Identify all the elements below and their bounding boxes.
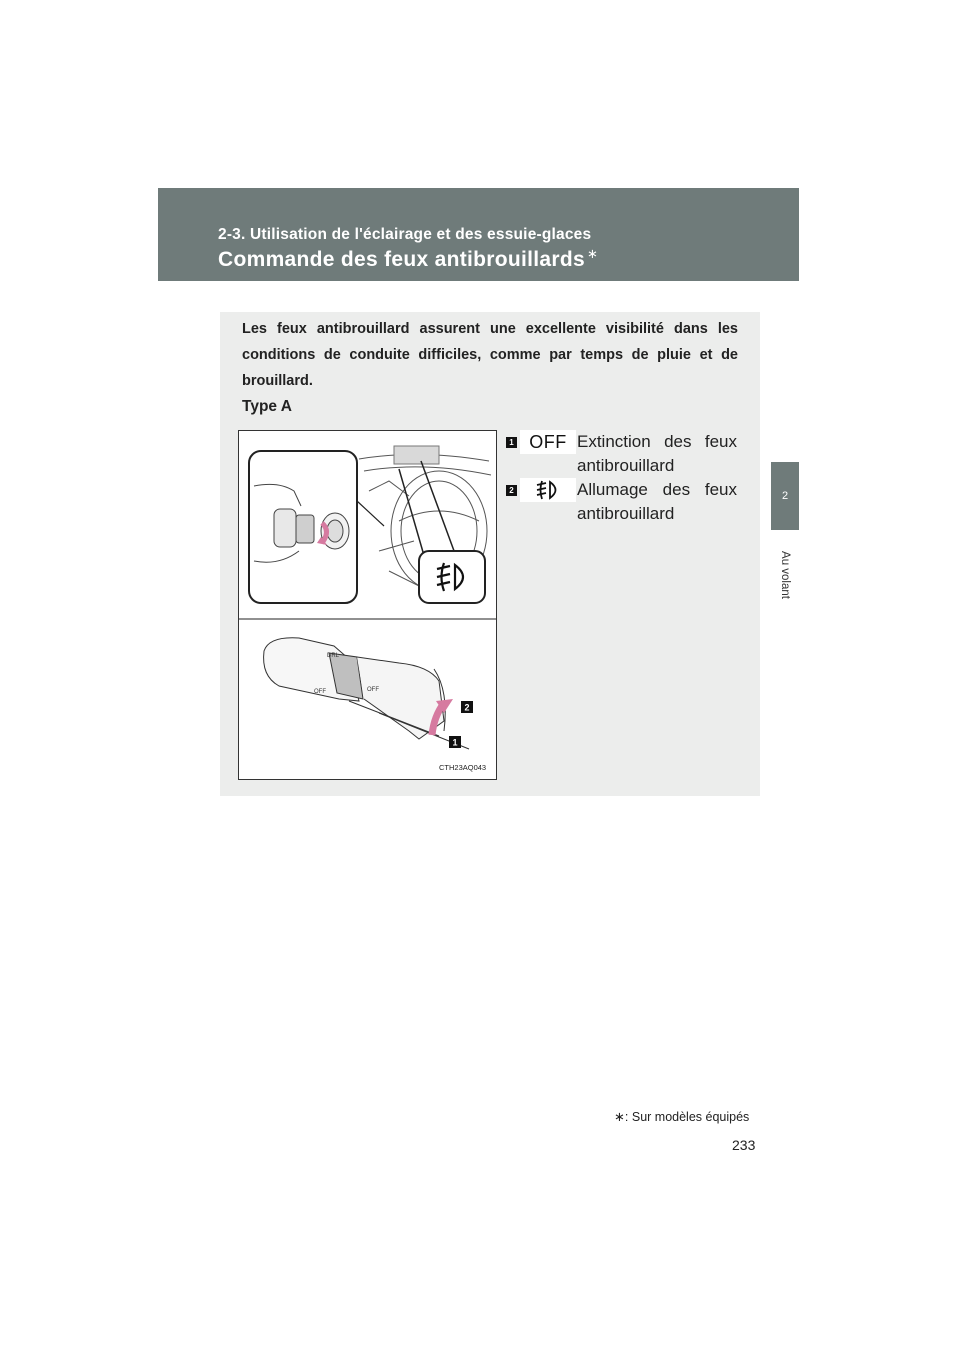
fog-light-icon-svg — [535, 479, 561, 501]
content-panel — [220, 312, 760, 796]
figure-code: CTH23AQ043 — [439, 763, 487, 772]
legend-description — [577, 430, 737, 478]
svg-text:OFF: OFF — [314, 689, 326, 695]
legend-line-1: Allumage des feux — [577, 480, 737, 499]
legend-line-2: antibrouillard — [577, 456, 675, 475]
intro-paragraph: Les feux antibrouillard assurent une excellente visibilité dans les conditions de conduite difficiles, comme par temps de pluie et de brouillard. — [242, 321, 738, 389]
chapter-tab[interactable] — [771, 462, 799, 530]
figure-callout-1: 1 — [452, 737, 458, 748]
chapter-label-text: Au volant — [779, 551, 792, 599]
fog-light-icon — [520, 478, 576, 502]
chapter-number: 2 — [781, 490, 789, 502]
illustration — [238, 430, 497, 780]
footnote — [614, 1109, 749, 1125]
chapter-label — [762, 540, 808, 610]
legend-line-1: Extinction des feux — [577, 432, 737, 451]
section-header — [158, 188, 799, 281]
off-symbol-text: OFF — [529, 431, 567, 452]
page-title-text: Commande des feux antibrouillards — [218, 248, 585, 271]
footnote-text: : Sur modèles équipés — [624, 1110, 750, 1124]
page-title — [218, 246, 598, 272]
page-number: 233 — [732, 1137, 756, 1153]
svg-text:OFF: OFF — [367, 687, 379, 693]
footnote-mark: ∗ — [614, 1109, 625, 1124]
legend-description — [577, 478, 737, 526]
off-symbol — [520, 430, 576, 454]
type-heading: Type A — [242, 398, 292, 415]
illustration-drawing — [239, 431, 496, 779]
legend-number: 1 — [506, 437, 517, 448]
title-footnote-mark: ∗ — [586, 246, 599, 261]
figure-callout-2: 2 — [464, 702, 470, 713]
section-title: 2-3. Utilisation de l'éclairage et des essuie-glaces — [218, 226, 592, 243]
svg-text:DRL: DRL — [327, 653, 340, 659]
legend-line-2: antibrouillard — [577, 504, 675, 523]
legend-number: 2 — [506, 485, 517, 496]
